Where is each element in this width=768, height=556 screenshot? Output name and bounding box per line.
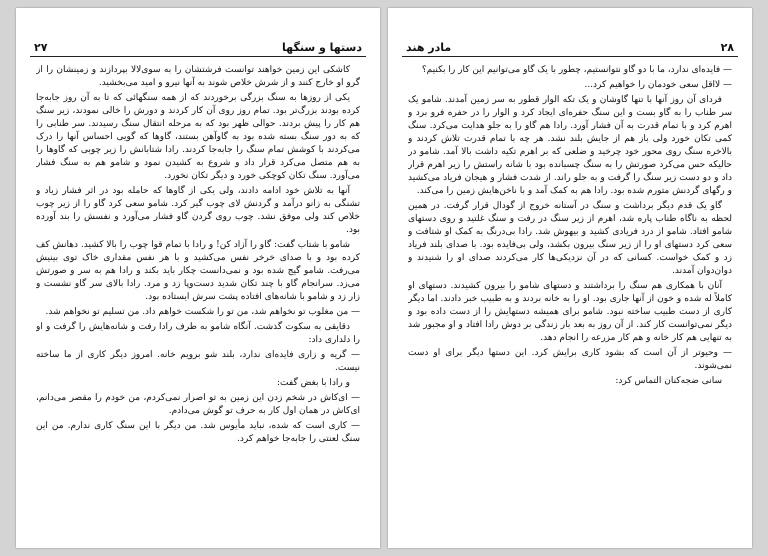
- page-header: [30, 40, 366, 57]
- paragraph: — کاری است که شده، نباید مأیوس شد. من دیگر با این سنگ کاری ندارم. من این سنگ لعنتی را جابه‌جا خواهم کرد.: [36, 421, 360, 444]
- page-header: [402, 40, 738, 57]
- paragraph: آنها به تلاش خود ادامه دادند، ولی یکی از گاوها که حامله بود در اثر فشار زیاد و تشنگی به زانو درآمد و گردنش لای چوب گیر کرد. شامو سعی کرد گاو را از زیر چوب خلاص کند ولی موفق نشد. چوب روی گردن گاو فشار می‌آورد و نفسش را بند آورده بود.: [36, 186, 360, 235]
- page-body: [36, 64, 360, 530]
- paragraph: یکی از روزها به سنگ بزرگی برخوردند که از همه سنگهائی که تا به آن روز جابه‌جا کرده بودند بزرگ‌تر بود. تمام روز روی آن کار کردند و دورش را خالی نمودند، زیر سنگ هم کار را پیش بردند. حوالی ظهر بود که به مرحله انتقال سنگ رسیدند. سر طنابی را که به دور سنگ بسته شده بود به گاوآهن بستند، گاوها که گویی احساس آنها را درک می‌کردند با کوشش تمام سنگ را جابه‌جا کردند. رادا شتابانش را زیر چوبی که گاوها را به هم متصل می‌کرد قرار داد و شروع به کشیدن نمود و شامو هم به سنگ فشار می‌آورد. سنگ تکان کوچکی خورد و دیگر تکان نخورد.: [36, 93, 360, 181]
- paragraph: فردای آن روز آنها با تنها گاوشان و یک تکه الوار قطور به سر زمین آمدند. شامو یک سر طناب را به گاو بست و این سنگ حفره‌ای ایجاد کرد و الوار را در حفره فرو برد و اهرم کرد و با تمام قدرت به آن فشار آورد. رادا هم گاو را به جلو هدایت می‌کرد. سنگ کمی تکان خورد ولی باز هم از جایش بلند نشد. هر چه با تمام قدرت تلاش کردند و بالاخره سنگ روی محور خود چرخید و ضلعی که بر اهرم تکیه داشت بالا آمد. شامو در حالیکه حس می‌کرد صورتش را به سنگ چسبانده بود با شانه راستش را زیر اهرم قرار داد و دو دست زیر سنگ را گرفت و به جلو راند. از شدت فشار و هیجان فریاد می‌کشید و رگهای گردنش متورم شده بود. رادا هم به کمک آمد و با ناخن‌هایش زمین را می‌کند.: [408, 95, 732, 196]
- left-page: [16, 8, 380, 548]
- paragraph: شامو با شتاب گفت: گاو را آزاد کن! و رادا با تمام قوا چوب را بالا کشید. دهانش کف کرده بود و با صدای خرخر نفس می‌کشید و با هر نفس مقداری خاک توی بینیش می‌رفت. شامو گیج شده بود و نمی‌دانست چکار باید بکند و رادا هم به سر و صورتش می‌زد. سرانجام گاو با چند تکان شدید دست‌وپا زد و مرد. رادا بالای سر گاو نشست و زار زد و شامو با شانه‌های افتاده پشت سرش ایستاده بود.: [36, 240, 360, 302]
- paragraph: — من مغلوب تو نخواهم شد، من تو را شکست خواهم داد. من تسلیم تو نخواهم شد.: [45, 307, 360, 317]
- paragraph: — گریه و زاری فایده‌ای ندارد، بلند شو برویم خانه. امروز دیگر کاری از ما ساخته نیست.: [36, 350, 360, 373]
- page-body: [408, 64, 732, 530]
- paragraph: — وحیوتر از آن است که بشود کاری برایش کرد. این دستها دیگر برای او دست نمی‌شوند.: [408, 348, 732, 371]
- page-number: ۲۸: [720, 41, 734, 54]
- running-title: مادر هند: [406, 41, 452, 54]
- paragraph: دقایقی به سکوت گذشت. آنگاه شامو به طرف رادا رفت و شانه‌هایش را گرفت و او را دلداری داد:: [36, 322, 360, 345]
- paragraph: سانی ضجه‌کنان التماس کرد:: [615, 376, 722, 386]
- paragraph: — ای‌کاش در شخم زدن این زمین به تو اصرار نمی‌کردم، من خودم را مقصر می‌دانم، ای‌کاش در همان اول کار به حرف تو گوش می‌دادم.: [36, 393, 360, 416]
- running-title: دستها و سنگها: [282, 41, 362, 54]
- paragraph: — فایده‌ای ندارد، ما با دو گاو نتوانستیم، چطور با یک گاو می‌توانیم این کار را بکنیم؟: [421, 65, 732, 75]
- right-page: [388, 8, 752, 548]
- paragraph: — لااقل سعی خودمان را خواهیم کرد...: [584, 80, 732, 90]
- page-number: ۲۷: [34, 41, 48, 54]
- paragraph: آنان با همکاری هم سنگ را برداشتند و دستهای شامو را بیرون کشیدند. دستهای او کاملاً له شده و خون از آنها جاری بود. او را به خانه بردند و به طبیب خبر دادند. اما دیگر کاری از دست طبیب ساخته نبود. شامو برای همیشه دستهایش را از دست داده بود و دیگر نمی‌توانست کار کند. از آن روز به بعد بار زندگی بر دوش رادا افتاد و او مجبور شد به تنهایی هم کار خانه و هم کار مزرعه را انجام دهد.: [408, 281, 732, 343]
- paragraph: گاو یک قدم دیگر برداشت و سنگ در آستانه خروج از گودال قرار گرفت. در همین لحظه به ناگاه طناب پاره شد، اهرم از زیر سنگ در رفت و سنگ غلتید و روی دستهای شامو افتاد. شامو از درد فریادی کشید و بیهوش شد. رادا بی‌درنگ به کمک او شتافت و سعی کرد دستهای او را از زیر سنگ بیرون بکشد، ولی بی‌فایده بود. با صدای بلند فریاد زد و کمک خواست. کسانی که در آن نزدیکی‌ها کار می‌کردند صدای او را شنیدند و دوان‌دوان آمدند.: [408, 201, 732, 276]
- paragraph: و رادا با بغض گفت:: [277, 378, 350, 388]
- paragraph: کاشکی این زمین خواهند توانست فرشتشان را به سوی‌لالا بپردازند و زمینشان را از گرو او خارج کنند و از شرش خلاص شوند به آنها نیرو و امید می‌بخشید.: [36, 65, 360, 88]
